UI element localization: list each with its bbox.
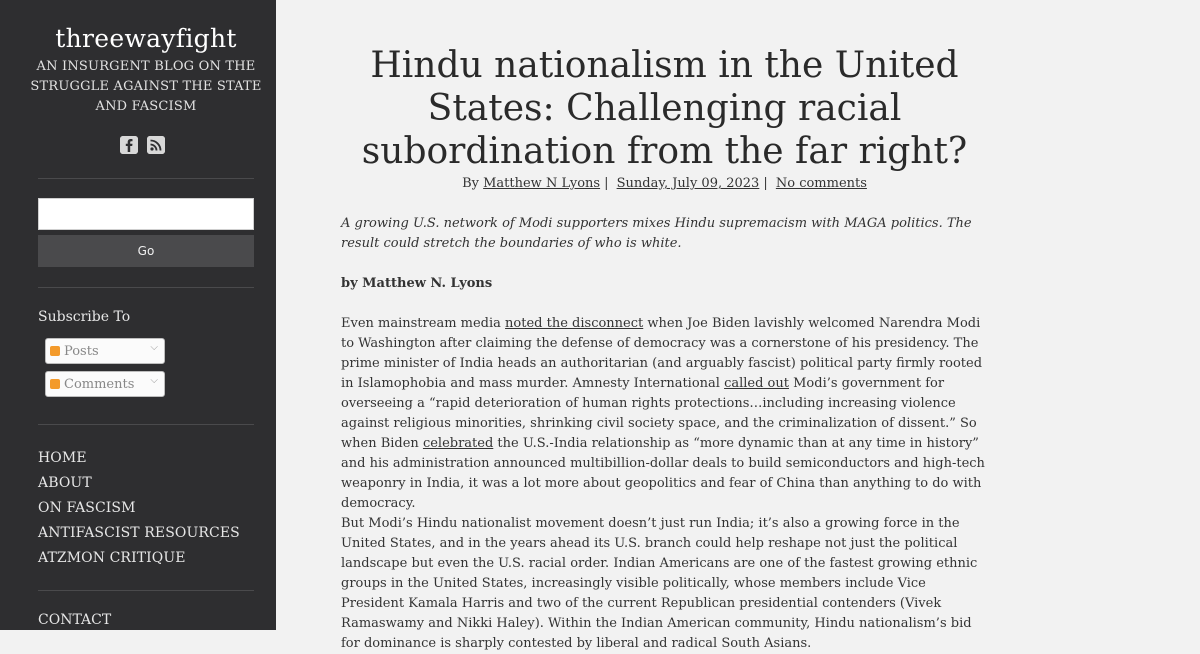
subscribe-label: Subscribe To <box>38 309 131 325</box>
meta-separator: | <box>604 176 609 191</box>
nav-item-atzmon-critique[interactable]: ATZMON CRITIQUE <box>38 550 186 566</box>
rss-feed-icon <box>50 346 60 356</box>
post-meta <box>346 176 983 191</box>
nav-item-home[interactable]: HOME <box>38 450 87 466</box>
divider <box>38 590 254 591</box>
rss-feed-icon <box>50 379 60 389</box>
site-tagline: AN INSURGENT BLOG ON THE STRUGGLE AGAINST THE STATE AND FASCISM <box>30 59 262 114</box>
subscribe-comments-dropdown[interactable] <box>45 371 165 397</box>
chevron-down-icon: ⌵ <box>150 375 158 386</box>
paragraph-2: But Modi’s Hindu nationalist movement doesn’t just run India; it’s also a growing force in the United States, and in the years ahead its U.S. branch could help reshape not just the political landscape but even the U.S. racial order. Indian Americans are one of the fastest growing ethnic groups in the United States, increasingly visible politically, whose members include Vice President Kamala Harris and two of the current Republican presidential contenders (Vivek Ramaswamy and Nikki Haley). Within the Indian American community, Hindu nationalism’s bid for dominance is sharply contested by liberal and radical South Asians. <box>341 516 978 651</box>
link-celebrated[interactable]: celebrated <box>422 436 494 451</box>
sidebar-nav <box>38 446 240 571</box>
meta-separator: | <box>763 176 768 191</box>
divider <box>38 178 254 179</box>
nav-item-contact[interactable]: CONTACT <box>38 612 112 628</box>
subscribe-comments-label: Comments <box>64 376 135 392</box>
text: Modi’s government for overseeing a “rapid deterioration of human rights protections…including increasing violence against religious minorities, shrinking civil society space, and the criminalization of dissent.” So when Biden <box>341 376 977 451</box>
subscribe-posts-label: Posts <box>64 343 99 359</box>
divider <box>38 287 254 288</box>
comments-link[interactable]: No comments <box>775 176 867 191</box>
nav-item-antifascist-resources[interactable]: ANTIFASCIST RESOURCES <box>38 525 240 541</box>
nav-item-on-fascism[interactable]: ON FASCISM <box>38 500 136 516</box>
facebook-icon[interactable] <box>120 136 138 154</box>
sidebar <box>0 0 276 630</box>
link-noted-the-disconnect[interactable]: noted the disconnect <box>505 316 644 331</box>
date-link[interactable]: Sunday, July 09, 2023 <box>616 176 760 191</box>
search-input[interactable] <box>38 198 254 230</box>
post-title: Hindu nationalism in the United States: Challenging racial subordination from the far right? <box>361 45 968 172</box>
nav-item-about[interactable]: ABOUT <box>38 475 92 491</box>
divider <box>38 424 254 425</box>
author-link[interactable]: Matthew N Lyons <box>483 176 601 191</box>
subscribe-posts-dropdown[interactable] <box>45 338 165 364</box>
chevron-down-icon: ⌵ <box>150 342 158 353</box>
paragraph-1 <box>341 314 991 514</box>
social-links <box>120 136 165 154</box>
text: when Joe Biden lavishly welcomed Narendra Modi to Washington after claiming the defense of democracy was a cornerstone of his presidency. The prime minister of India heads an authoritarian (and arguably fascist) political party firmly rooted in Islamophobia and mass murder. Amnesty International <box>341 316 983 391</box>
link-called-out[interactable]: called out <box>724 376 789 391</box>
post-lede: A growing U.S. network of Modi supporters mixes Hindu supremacism with MAGA politics. The result could stretch the boundaries of who is white. <box>341 216 972 251</box>
text: the U.S.-India relationship as “more dynamic than at any time in history” and his administration announced multibillion-dollar deals to build semiconductors and high-tech weaponry in India, it was a lot more about geopolitics and fear of China than anything to do with democracy. <box>341 436 985 511</box>
rss-icon[interactable] <box>147 136 165 154</box>
post-content <box>276 0 1200 651</box>
text: Even mainstream media <box>341 316 506 331</box>
search-go-button[interactable]: Go <box>38 235 254 267</box>
post-byline: by Matthew N. Lyons <box>341 276 493 291</box>
meta-by: By <box>462 176 479 191</box>
site-title[interactable]: threewayfight <box>55 24 237 53</box>
